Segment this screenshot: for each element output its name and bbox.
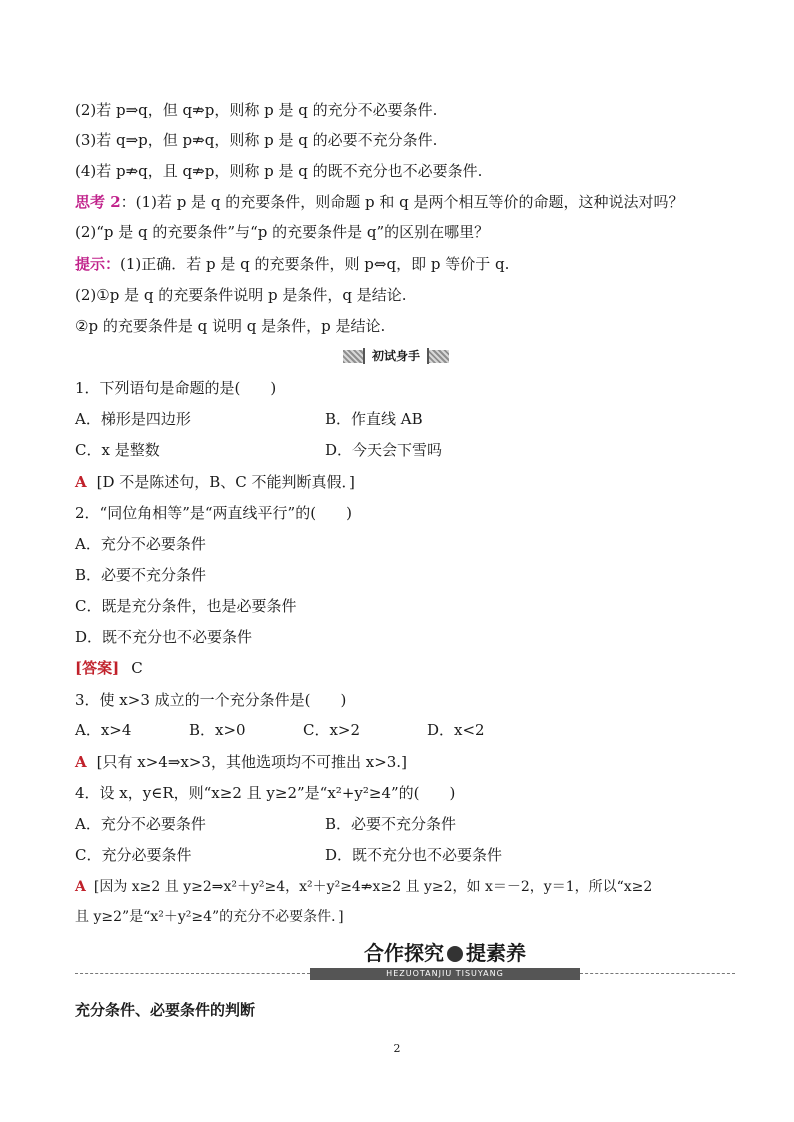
q1-stem: 1．下列语句是命题的是( ) [75,379,277,397]
banner-dash-left [75,973,310,974]
intro-line-2: (2)若 p⇒q，但 q⇏p，则称 p 是 q 的充分不必要条件. [75,101,438,119]
q4-option-b: B．必要不充分条件 [325,815,457,833]
q4-answer [75,877,652,897]
q2-option-c: C．既是充分条件，也是必要条件 [75,597,297,615]
q2-answer [75,658,143,678]
q2-answer-letter: C [131,659,143,677]
q1-option-b: B．作直线 AB [325,410,423,428]
q3-answer-letter: A [75,753,87,771]
trial-banner [343,348,449,364]
q4-explanation-2: 且 y≥2”是“x²＋y²≥4”的充分不必要条件．] [75,909,344,925]
q2-option-d: D．既不充分也不必要条件 [75,628,253,646]
q3-option-a: A．x>4 [75,721,132,739]
q3-explanation: [只有 x>4⇒x>3，其他选项均不可推出 x>3.] [96,753,407,771]
q4-option-c: C．充分必要条件 [75,846,192,864]
think-question-1 [75,192,683,212]
q3-stem: 3．使 x>3 成立的一个充分条件是( ) [75,691,347,709]
intro-line-4: (4)若 p⇏q，且 q⇏p，则称 p 是 q 的既不充分也不必要条件. [75,162,483,180]
q2-stem: 2．“同位角相等”是“两直线平行”的( ) [75,504,352,522]
q2-option-b: B．必要不充分条件 [75,566,207,584]
q1-option-a: A．梯形是四边形 [75,410,191,428]
cooperate-banner-subtitle: HEZUOTANJIU TISUYANG [310,968,580,980]
q1-options-row-2 [75,440,442,460]
hint-label: 提示： [75,255,121,273]
trial-banner-title: 初试身手 [363,348,429,364]
q3-option-b: B．x>0 [189,721,246,739]
q1-option-d: D．今天会下雪吗 [325,441,443,459]
q1-answer-letter: A [75,473,87,491]
banner-dash-right [580,973,735,974]
q1-option-c: C．x 是整数 [75,441,160,459]
hint-answer-1 [75,254,509,274]
page-number: 2 [393,1042,401,1055]
cooperate-banner [75,940,735,980]
q3-option-c: C．x>2 [303,721,361,739]
section-title: 充分条件、必要条件的判断 [75,1001,256,1019]
cooperate-banner-right: 提素养 [466,941,526,965]
q2-answer-label: [答案] [75,659,120,677]
cooperate-banner-left: 合作探究 [364,941,444,965]
think-question-2: (2)“p 是 q 的充要条件”与“p 的充要条件是 q”的区别在哪里？ [75,223,490,241]
q4-stem: 4．设 x，y∈R，则“x≥2 且 y≥2”是“x²+y²≥4”的( ) [75,784,456,802]
q4-option-d: D．既不充分也不必要条件 [325,846,503,864]
q4-options-row-2 [75,845,502,865]
q1-explanation: [D 不是陈述句，B、C 不能判断真假．] [96,473,355,491]
q4-options-row-1 [75,814,456,834]
q3-options [75,720,485,740]
q1-answer [75,472,355,492]
think-label: 思考 2 [75,193,121,211]
chevron-circle-icon [447,946,463,962]
q3-answer [75,752,407,772]
hint-answer-3: ②p 的充要条件是 q 说明 q 是条件，p 是结论. [75,317,386,335]
q4-answer-letter: A [75,879,86,895]
q4-option-a: A．充分不必要条件 [75,815,206,833]
q4-explanation-1: [因为 x≥2 且 y≥2⇒x²＋y²≥4，x²＋y²≥4⇏x≥2 且 y≥2，如 x＝－2，y＝1，所以“x≥2 [93,879,653,895]
cooperate-banner-title [310,940,580,966]
q2-option-a: A．充分不必要条件 [75,535,206,553]
q1-options-row-1 [75,409,423,429]
hint-answer-1-text: (1)正确．若 p 是 q 的充要条件，则 p⇔q，即 p 等价于 q. [120,255,510,273]
q3-option-d: D．x<2 [427,721,485,739]
intro-line-3: (3)若 q⇒p，但 p⇏q，则称 p 是 q 的必要不充分条件. [75,131,438,149]
think-question-1-text: ：(1)若 p 是 q 的充要条件，则命题 p 和 q 是两个相互等价的命题，这种说法对吗？ [120,193,684,211]
hint-answer-2: (2)①p 是 q 的充要条件说明 p 是条件，q 是结论. [75,286,407,304]
